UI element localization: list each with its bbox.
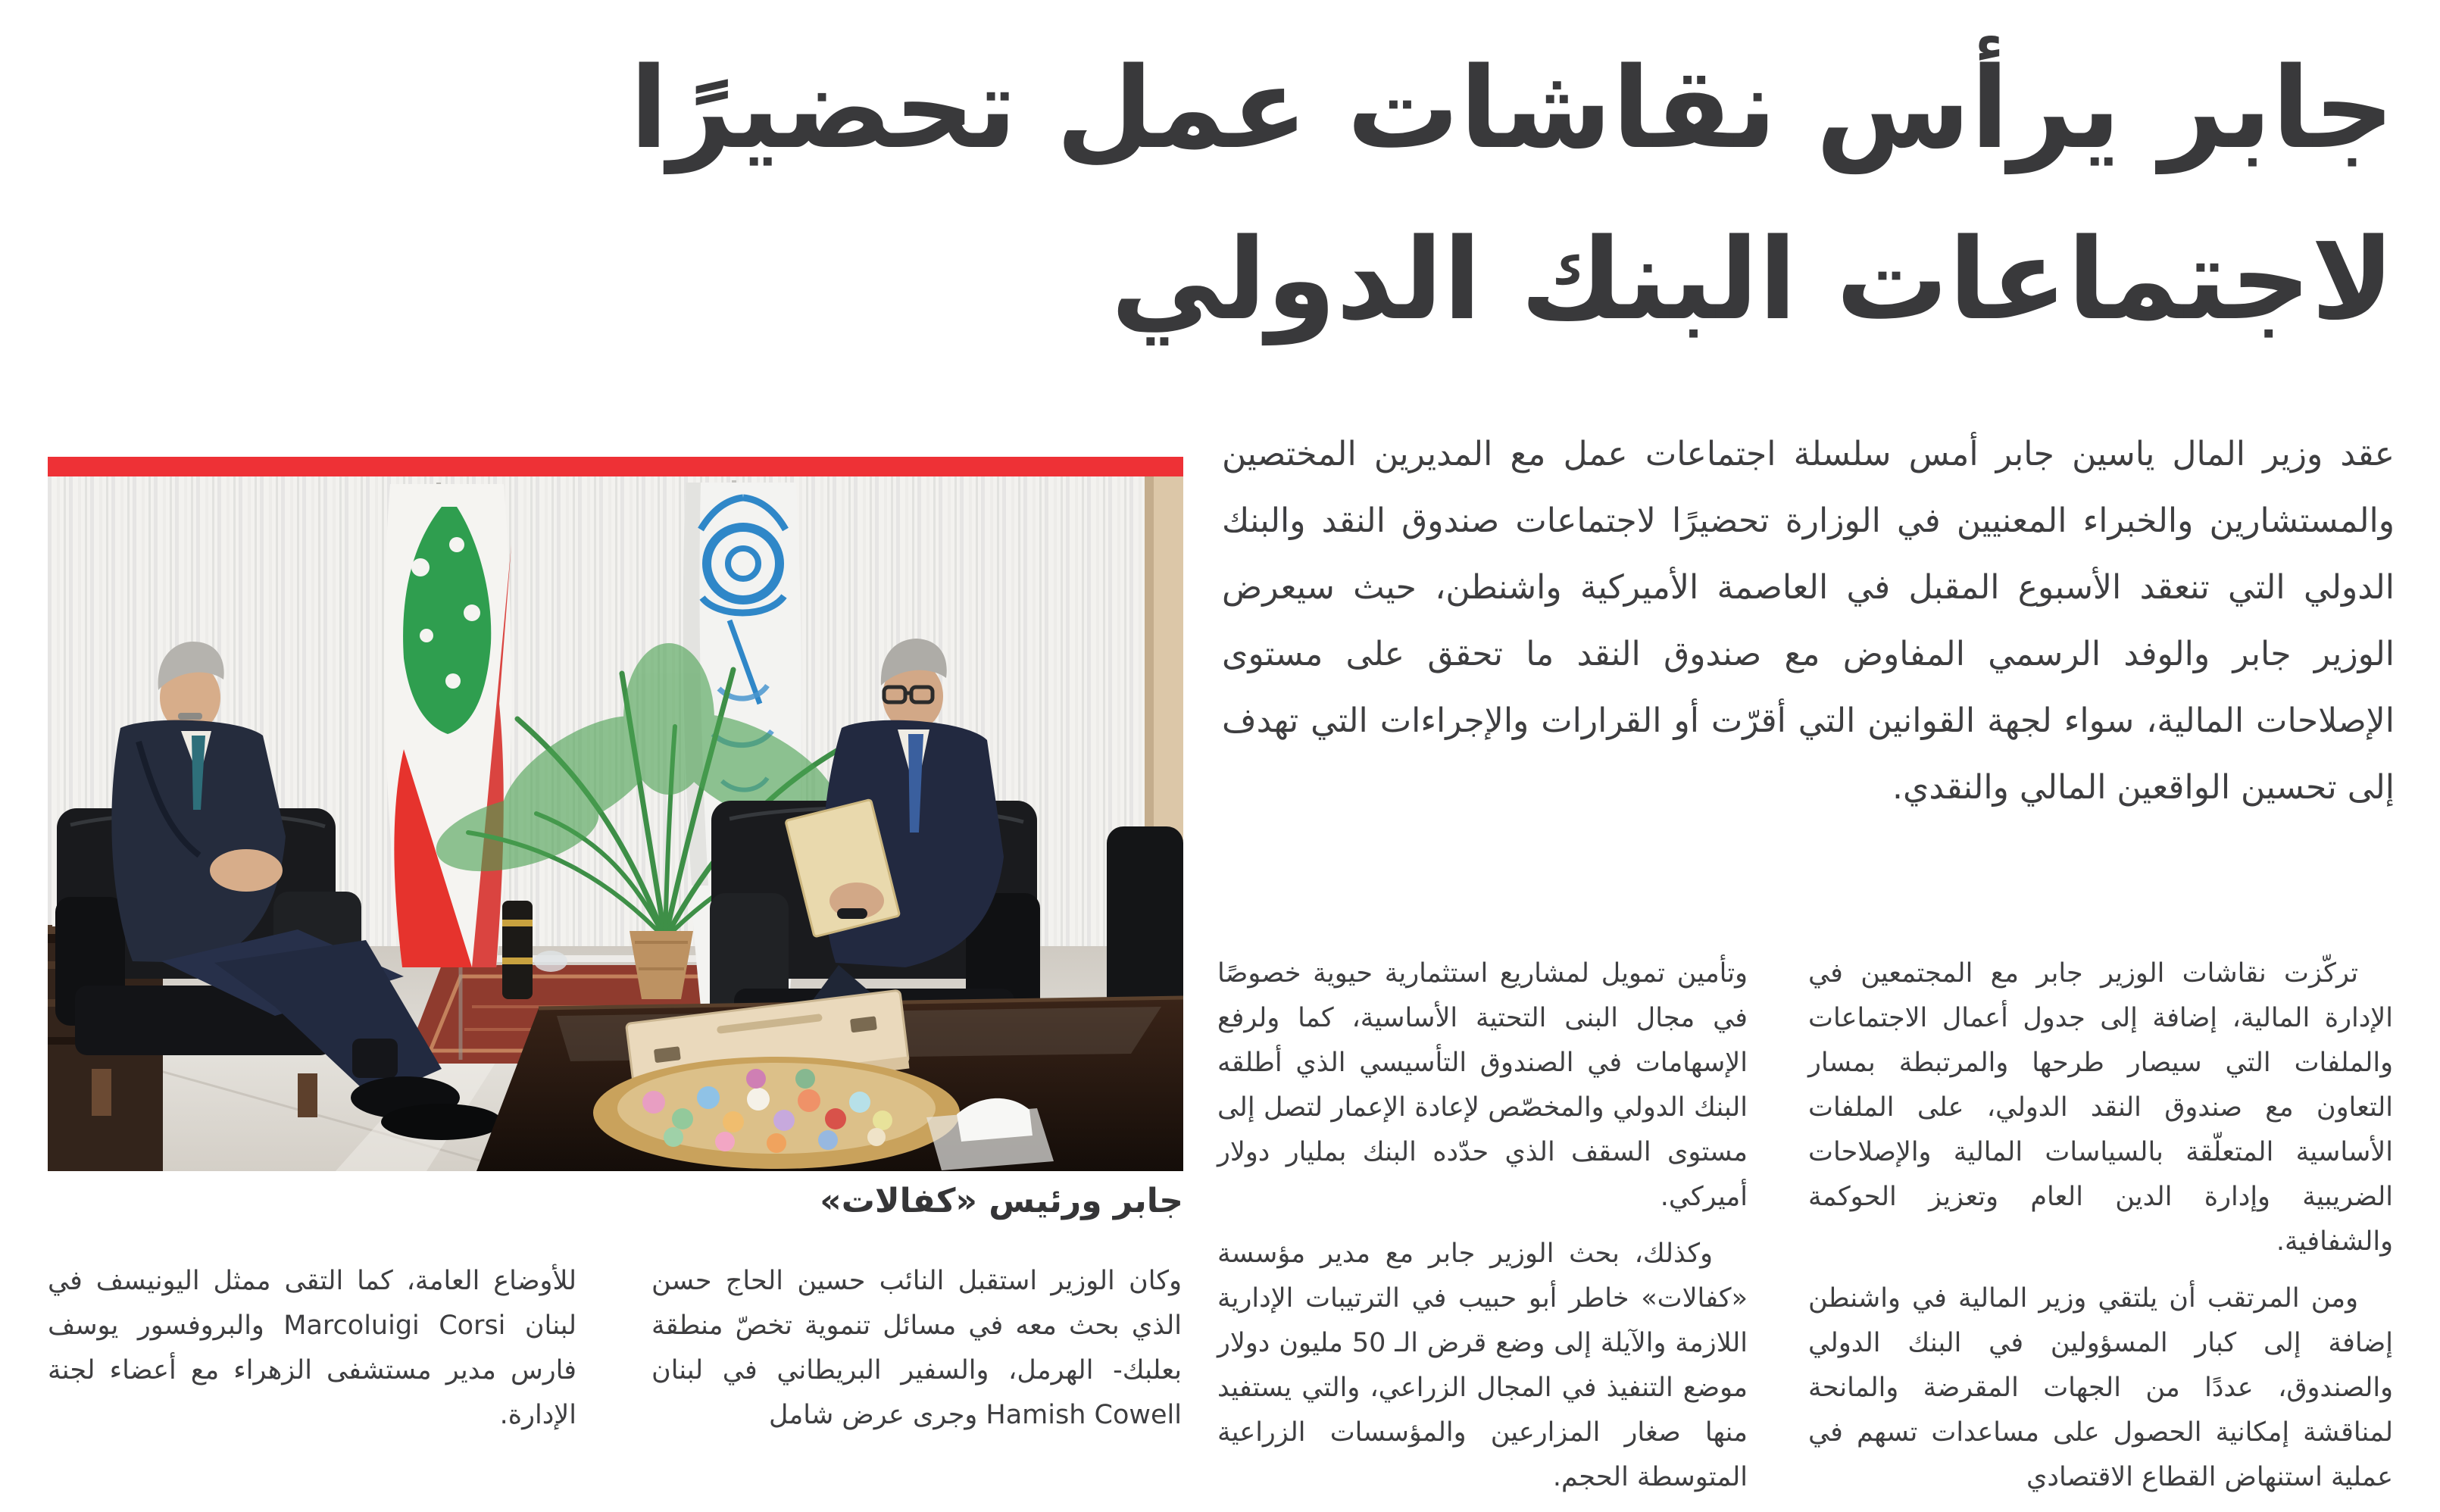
column-1-paragraph-1: تركّزت نقاشات الوزير جابر مع المجتمعين في الإدارة المالية، إضافة إلى جدول أعمال الاجتماعات والملفات التي سيصار طرحها والمرتبطة بمسار التعاون مع صندوق النقد الدولي، على الملفات الأساسية المتعلّقة بالسياسات المالية والإصلاحات الضريبية وإدارة الدين العام وتعزيز الحوكمة والشفافية.	[1808, 958, 2393, 1257]
column-4	[48, 1259, 576, 1450]
column-3	[651, 1259, 1182, 1450]
lead-paragraph: عقد وزير المال ياسين جابر أمس سلسلة اجتماعات عمل مع المديرين المختصين والمستشارين والخبراء المعنيين في الوزارة تحضيرًا لاجتماعات صندوق النقد والبنك الدولي التي تنعقد الأسبوع المقبل في العاصمة الأميركية واشنطن، حيث سيعرض الوزير جابر والوفد الرسمي المفاوض مع صندوق النقد ما تحقق على مستوى الإصلاحات المالية، سواء لجهة القوانين التي أقرّت أو القرارات والإجراءات التي تهدف إلى تحسين الواقعين المالي والنقدي.	[1222, 435, 2395, 807]
column-2	[1217, 951, 1748, 1512]
meeting-photo	[48, 476, 1183, 1171]
mustache	[178, 713, 202, 720]
article-photo-block	[48, 457, 1183, 1221]
photo-caption: جابر ورئيس «كفالات»	[820, 1182, 1183, 1220]
candy-tray	[593, 1057, 960, 1169]
article-headline	[630, 23, 2395, 365]
column-4-paragraph-1: للأوضاع العامة، كما التقى ممثل اليونيسف في لبنان Marcoluigi Corsi والبروفسور يوسف فارس مدير مستشفى الزهراء مع أعضاء لجنة الإدارة.	[48, 1266, 576, 1430]
lebanon-flag	[384, 483, 511, 967]
column-2-paragraph-1: وتأمين تمويل لمشاريع استثمارية حيوية خصوصًا في مجال البنى التحتية الأساسية، كما ولرفع الإسهامات في الصندوق التأسيسي الذي أطلقه البنك الدولي والمخصّص لإعادة الإعمار لتصل إلى مستوى السقف الذي حدّده البنك بمليار دولار أميركي.	[1217, 958, 1748, 1212]
column-2-paragraph-2: وكذلك، بحث الوزير جابر مع مدير مؤسسة «كفالات» خاطر أبو حبيب في الترتيبات الإدارية اللازمة والآيلة إلى وضع قرض الـ 50 مليون دولار موضع التنفيذ في المجال الزراعي، والتي يستفيد منها صغار المزارعين والمؤسسات الزراعية المتوسطة الحجم.	[1217, 1239, 1748, 1492]
headline-line-2: لاجتماعات البنك الدولي	[1111, 214, 2395, 345]
column-1-paragraph-2: ومن المرتقب أن يلتقي وزير المالية في واشنطن إضافة إلى كبار المسؤولين في البنك الدولي والصندوق، عددًا من الجهات المقرضة والمانحة لمناقشة إمكانية الحصول على مساعدات تسهم في عملية استنهاض القطاع الاقتصادي	[1808, 1283, 2393, 1492]
column-3-paragraph-1: وكان الوزير استقبل النائب حسين الحاج حسن الذي بحث معه في مسائل تنموية تخصّ منطقة بعلبك- الهرمل، والسفير البريطاني في لبنان Hamish Cowell وجرى عرض شامل	[651, 1266, 1182, 1430]
coffee-table	[476, 990, 1183, 1171]
photo-accent-bar	[48, 457, 1183, 476]
sock	[352, 1039, 398, 1078]
column-1	[1808, 951, 2393, 1512]
clasped-hands	[210, 849, 283, 892]
headline-line-1: جابر يرأس نقاشات عمل تحضيرًا	[630, 43, 2395, 173]
wristwatch	[837, 908, 867, 919]
